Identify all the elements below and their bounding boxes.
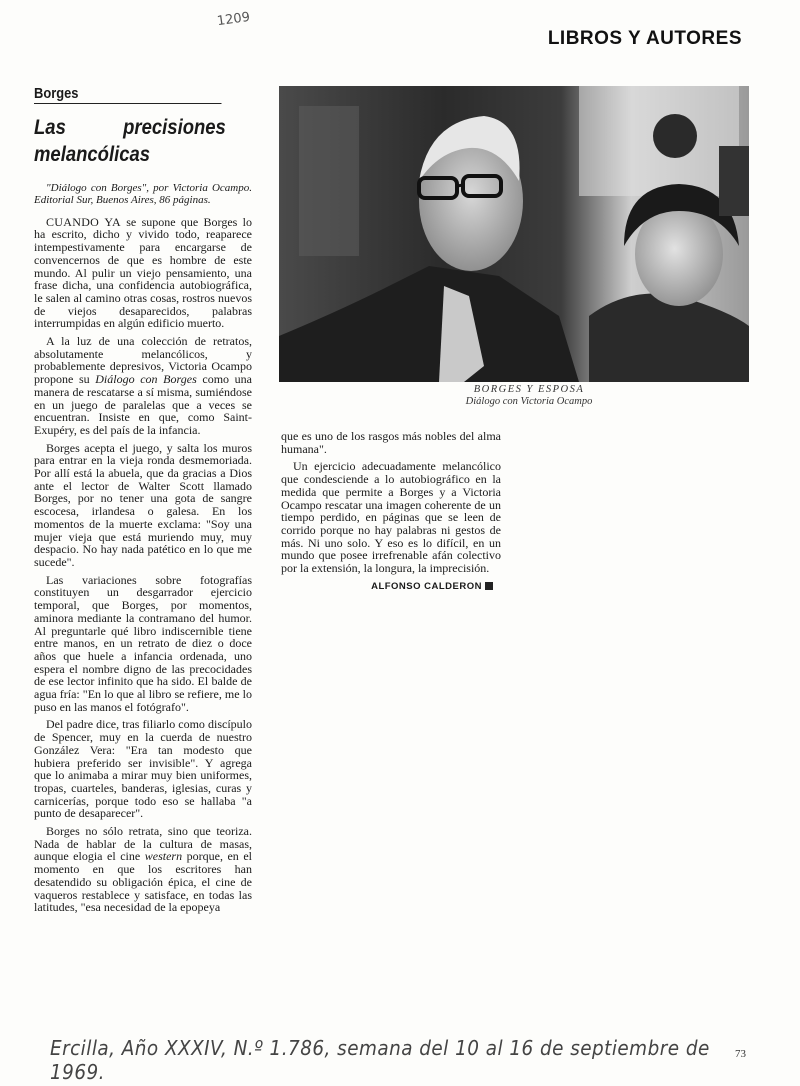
article-right-column bbox=[281, 430, 501, 593]
caption-subtitle: Diálogo con Victoria Ocampo bbox=[465, 396, 593, 407]
book-reference: "Diálogo con Borges", por Victoria Ocampo. Editorial Sur, Buenos Aires, 86 páginas. bbox=[34, 181, 252, 206]
paragraph-text: A la luz de una colección de retratos, absolutamente melancólicos, y probablemente depresivos, Victoria Ocampo propone su bbox=[34, 334, 252, 387]
paragraph: Las variaciones sobre fotografías constituyen un desgarrador ejercicio temporal, que Borges, por momentos, aminora mediante la contramano del humor. Al preguntarle qué libro indiscernible tiene entre manos, en un retrato de diez o doce años que huele a infancia ordenada, uno espera el nombre digno de las precocidades de ese lector infinito que ha sido. El balde de agua fría: "En lo que al libro se refiere, me lo puso en las manos el fotógrafo". bbox=[34, 572, 252, 714]
paragraph bbox=[34, 825, 252, 914]
handwritten-source-note: Ercilla, Año XXXIV, N.º 1.786, semana del 10 al 16 de septiembre de 1969. bbox=[50, 1036, 710, 1084]
paragraph-text: como una manera de rescatarse a sí misma, sumiéndose en un juego de paralelas que a veces se encuentran. Insiste en que, como Saint-Exupéry, es del país de la infancia. bbox=[34, 372, 252, 437]
end-mark bbox=[485, 582, 493, 590]
paragraph-text: porque, en el momento en que los escritores han desatendido su obligación épica, el cine de vaqueros restablece y satisface, en todas las latitudes, "esa necesidad de la epopeya bbox=[34, 849, 252, 915]
paragraph: Borges acepta el juego, y salta los muros para entrar en la vieja ronda desmemoriada. Por allí está la abuela, que da gracias a Dios ante el lector de Walter Scott llamado Borges, por no tener una gota de sangre escocesa, irlandesa o galesa. En los momentos de la muerte exclama: "Soy una mujer vieja que está muriendo muy, muy despacio. No hay nada patético en lo que me sucede". bbox=[34, 440, 252, 569]
genre-emphasis: western bbox=[144, 849, 183, 864]
photo-illustration bbox=[279, 86, 749, 382]
lead-in: CUANDO YA bbox=[46, 214, 121, 229]
page-number: 73 bbox=[735, 1048, 746, 1060]
section-header: LIBROS Y AUTORES bbox=[547, 28, 742, 49]
handwritten-note: 1209 bbox=[216, 9, 251, 30]
caption-title: BORGES Y ESPOSA bbox=[473, 384, 585, 395]
paragraph-text: Borges no sólo retrata, sino que teoriza. Nada de hablar de la cultura de masas, aunque elogia el cine bbox=[34, 824, 252, 864]
paragraph bbox=[34, 216, 252, 330]
article-kicker: Borges bbox=[34, 88, 221, 104]
paragraph bbox=[34, 335, 252, 437]
paragraph: Un ejercicio adecuadamente melancólico que condesciende a lo autobiográfico en la medida que permite a Borges y a Victoria Ocampo rescatar una imagen coherente de un tiempo perdido, en páginas que se leen de corrido porque no hay palabras ni gestos de más. Ni uno solo. Y eso es lo difícil, en un mundo que posee irrefrenable afán colectivo por la extensión, la longura, la imprecisión. bbox=[281, 459, 501, 576]
paragraph-text: se supone que Borges lo ha escrito, dicho y vivido todo, reaparece intempestivamente para encargarse de convencernos de que es hombre de este mundo. Al pulir un viejo pensamiento, una frase dicha, una confidencia autobiográfica, le salen al camino otras cosas, rostros nuevos de viejos desaparecidos, palabras interrumpidas en algún edificio muerto. bbox=[34, 214, 252, 331]
article-left-column bbox=[34, 85, 252, 919]
article-headline: Las precisiones melancólicas bbox=[34, 115, 226, 166]
paragraph: Del padre dice, tras filiarlo como discípulo de Spencer, muy en la cuerda de nuestro González Vera: "Era tan modesto que hubiera preferido ser invisible". Y agrega que lo animaba a mirar muy bien uniformes, tropas, cuarteles, banderas, iglesias, curas y carnicerías, porque todo eso se hallaba "a punto de desaparecer". bbox=[34, 717, 252, 821]
author-name: ALFONSO CALDERON bbox=[371, 580, 482, 592]
byline bbox=[281, 581, 501, 594]
paragraph: que es uno de los rasgos más nobles del alma humana". bbox=[281, 429, 501, 456]
photo-borges-and-wife bbox=[279, 86, 749, 382]
photo-caption bbox=[379, 384, 679, 408]
book-title-emphasis: Diálogo con Borges bbox=[95, 372, 197, 387]
